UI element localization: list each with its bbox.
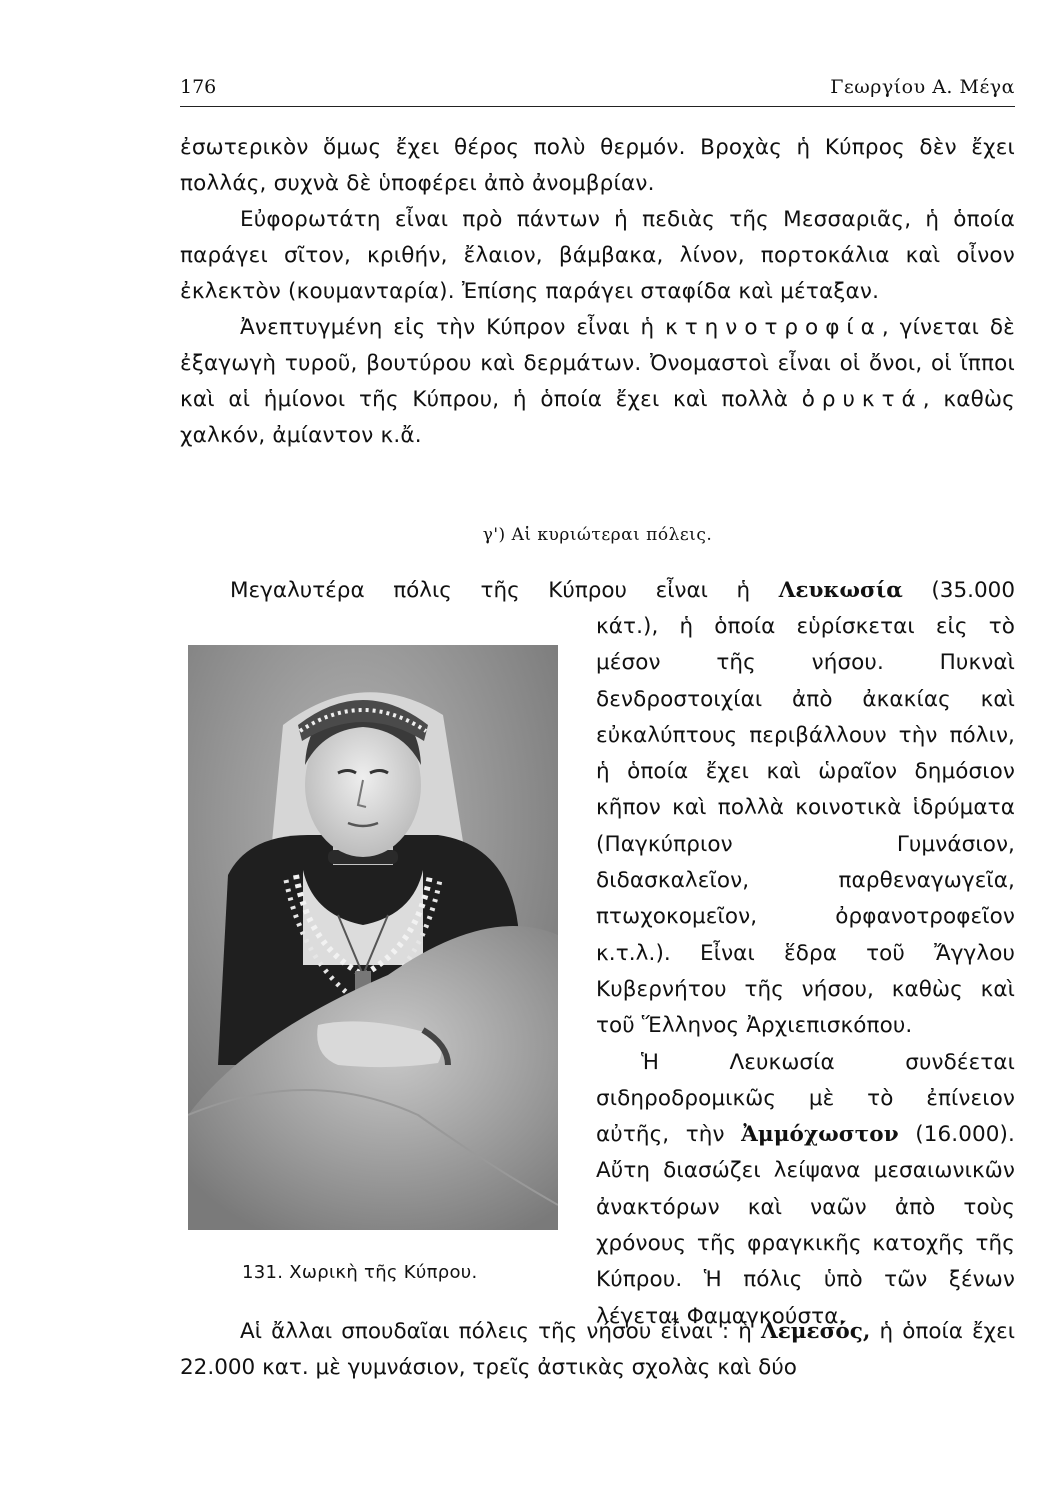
text-span: (35.000 [902,578,1015,603]
paragraph-nicosia: κάτ.), ἡ ὁποία εὑρίσκεται εἰς τὸ μέσον τῆς νήσου. Πυκναὶ δενδροστοιχίαι ἀπὸ ἀκακίας καὶ εὐκαλύπτους περιβάλλουν τὴν πόλιν, ἡ ὁποία ἔχει καὶ ὡραῖον δημόσιον κῆπον καὶ πολλὰ κοινοτικὰ ἱδρύματα (Παγκύπριον Γυμνάσιον, διδασκαλεῖον, παρθεναγωγεῖα, πτωχοκομεῖον, ὀρφανοτροφεῖον κ.τ.λ.). Εἶναι ἕδρα τοῦ Ἄγγλου Κυβερνήτου τῆς νήσου, καθὼς καὶ τοῦ Ἕλληνος Ἀρχιεπισκόπου. [596,614,1015,1039]
paragraph-livestock [180,310,1015,454]
intro-text [180,130,1015,454]
text-span: (16.000). Αὔτη διασώζει λείψανα μεσαιωνικῶν ἀνακτόρων καὶ ναῶν ἀπὸ τοὺς χρόνους τῆς φραγκικῆς κατοχῆς τῆς Κύπρου. Ἡ πόλις ὑπὸ τῶν ξένων λέγεται Φαμαγκούστα. [596,1122,1015,1329]
text-span: Ἀνεπτυγμένη εἰς τὴν Κύπρον εἶναι ἡ [240,315,666,340]
section-heading: γ') Αἱ κυριώτεραι πόλεις. [482,525,713,545]
running-title: Γεωργίου Α. Μέγα [830,76,1015,98]
nicosia-column-text [596,609,1015,1335]
page-header [180,72,1015,107]
city-nicosia: Λευκωσία [778,578,903,603]
city-famagusta: Ἀμμόχωστον [741,1122,899,1148]
paragraph-agriculture: Εὐφορωτάτη εἶναι πρὸ πάντων ἡ πεδιὰς τῆς Μεσσαριᾶς, ἡ ὁποία παράγει σῖτον, κριθήν, ἔλαιον, βάμβακα, λίνον, πορτοκάλια καὶ οἶνον ἐκλεκτὸν (κουμανταρία). Ἐπίσης παράγει σταφίδα καὶ μέταξαν. [180,207,1015,304]
text-span: , γίνεται δὲ ἐξαγωγὴ τυροῦ, βουτύρου καὶ δερμάτων. Ὀνομαστοὶ εἶναι οἱ ὄνοι, οἱ ἵπποι καὶ αἱ ἡμίονοι τῆς Κύπρου, ἡ ὁποία ἔχει καὶ πολλὰ [180,315,1016,412]
text-span: Ἡ Λευκωσία συνδέεται σιδηροδρομικῶς μὲ τὸ ἐπίνειον αὐτῆς, τὴν [596,1049,1015,1148]
paragraph-climate: ἐσωτερικὸν ὅμως ἔχει θέρος πολὺ θερμόν. Βροχὰς ἡ Κύπρος δὲν ἔχει πολλάς, συχνὰ δὲ ὑποφέρει ἀπὸ ἀνομβρίαν. [180,135,1015,196]
emphasis-minerals: ὀρυκτά [801,387,923,412]
figure-caption: 131. Χωρικὴ τῆς Κύπρου. [242,1262,478,1283]
paragraph-other-cities [180,1314,1015,1386]
nicosia-first-line [180,573,1015,609]
emphasis-livestock: κτηνοτροφία [665,315,882,340]
page-number: 176 [180,76,217,98]
paragraph-famagusta [596,1045,1015,1335]
text-span: , καθὼς χαλκόν, ἀμίαντον κ.ἄ. [180,387,1015,448]
city-limassol: Λεμεσός, [761,1319,871,1344]
text-span: Μεγαλυτέρα πόλις τῆς Κύπρου εἶναι ἡ [230,578,779,603]
text-span: ἡ ὁποία ἔχει 22.000 κατ. μὲ γυμνάσιον, τρεῖς ἀστικὰς σχολὰς καὶ δύο [180,1319,1015,1380]
portrait-illustration [188,645,558,1230]
closing-text [180,1314,1015,1386]
text-span: Αἱ ἄλλαι σπουδαῖαι πόλεις τῆς νήσου εἶναι : ἡ [240,1319,762,1344]
photo-cypriot-peasant-woman [188,645,558,1230]
